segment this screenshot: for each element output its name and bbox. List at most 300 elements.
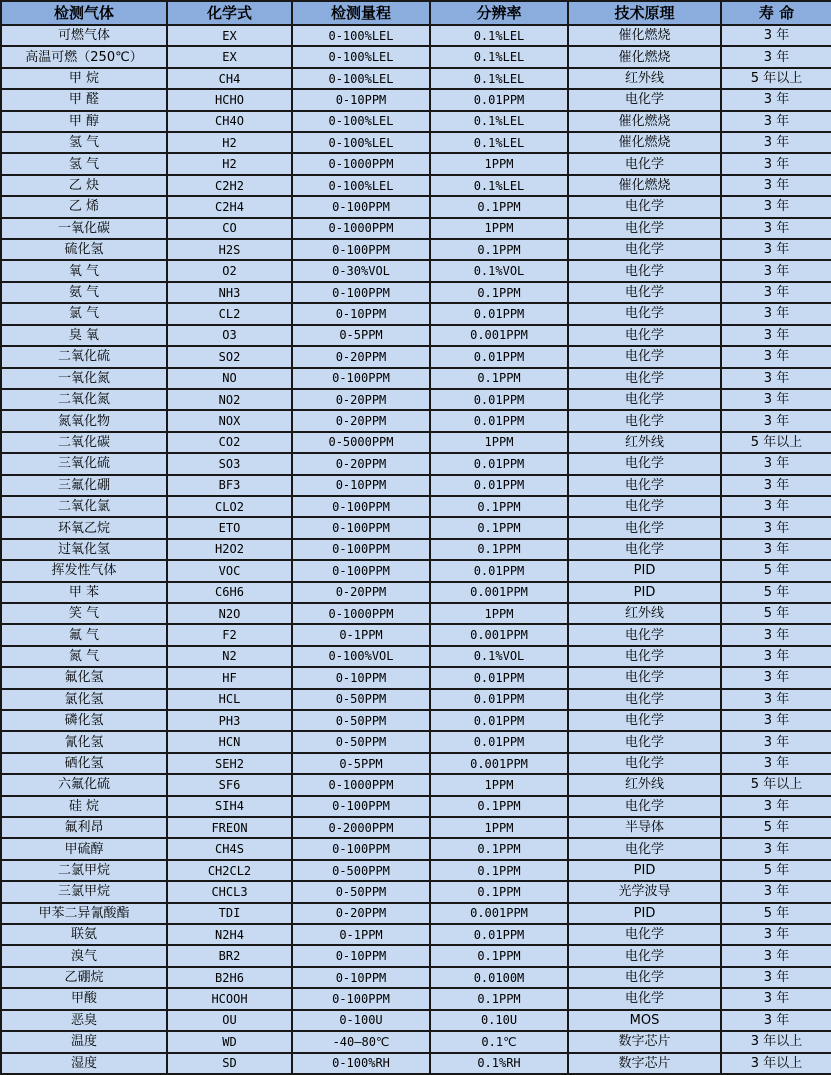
table-row: [1, 796, 831, 817]
column-header-resolution: 分辨率: [430, 1, 568, 25]
table-cell: 催化燃烧: [568, 46, 721, 67]
table-cell: SEH2: [167, 753, 292, 774]
table-cell: 0.1%LEL: [430, 111, 568, 132]
table-cell: 0.1PPM: [430, 368, 568, 389]
table-row: [1, 175, 831, 196]
table-row: [1, 111, 831, 132]
table-cell: 0.001PPM: [430, 624, 568, 645]
table-cell: 3 年: [721, 196, 831, 217]
table-cell: 5 年以上: [721, 774, 831, 795]
table-row: [1, 753, 831, 774]
table-cell: 3 年: [721, 838, 831, 859]
table-cell: 电化学: [568, 368, 721, 389]
table-cell: 0-1000PPM: [292, 153, 430, 174]
table-cell: 3 年: [721, 218, 831, 239]
table-row: [1, 46, 831, 67]
column-header-formula: 化学式: [167, 1, 292, 25]
table-cell: 电化学: [568, 475, 721, 496]
table-cell: 0.1PPM: [430, 282, 568, 303]
table-cell: 0.1PPM: [430, 838, 568, 859]
table-cell: 催化燃烧: [568, 175, 721, 196]
table-cell: 0-1000PPM: [292, 774, 430, 795]
table-row: [1, 260, 831, 281]
table-cell: 0.1PPM: [430, 517, 568, 538]
table-cell: 氯化氢: [1, 689, 167, 710]
table-cell: 电化学: [568, 453, 721, 474]
table-cell: 电化学: [568, 731, 721, 752]
table-cell: 0-100U: [292, 1010, 430, 1031]
table-row: [1, 410, 831, 431]
table-cell: H2S: [167, 239, 292, 260]
table-cell: FREON: [167, 817, 292, 838]
table-cell: 0-100%LEL: [292, 46, 430, 67]
table-cell: PH3: [167, 710, 292, 731]
table-cell: N2O: [167, 603, 292, 624]
table-cell: N2H4: [167, 924, 292, 945]
table-cell: 0.001PPM: [430, 903, 568, 924]
column-header-principle: 技术原理: [568, 1, 721, 25]
table-row: [1, 346, 831, 367]
table-cell: 红外线: [568, 603, 721, 624]
table-cell: HCOOH: [167, 988, 292, 1009]
table-cell: 一氧化氮: [1, 368, 167, 389]
table-cell: 0.01PPM: [430, 346, 568, 367]
table-cell: 硒化氢: [1, 753, 167, 774]
table-cell: 5 年: [721, 860, 831, 881]
table-cell: 0-100%RH: [292, 1053, 430, 1075]
table-cell: 电化学: [568, 89, 721, 110]
table-cell: O3: [167, 325, 292, 346]
table-cell: 0.1%LEL: [430, 46, 568, 67]
table-cell: 氟 气: [1, 624, 167, 645]
table-cell: NH3: [167, 282, 292, 303]
table-row: [1, 303, 831, 324]
table-cell: 电化学: [568, 689, 721, 710]
table-cell: 5 年: [721, 817, 831, 838]
table-cell: 电化学: [568, 945, 721, 966]
table-cell: PID: [568, 860, 721, 881]
column-header-gas: 检测气体: [1, 1, 167, 25]
table-cell: CO2: [167, 432, 292, 453]
table-cell: 0-100PPM: [292, 539, 430, 560]
table-cell: 0-5000PPM: [292, 432, 430, 453]
table-cell: C2H2: [167, 175, 292, 196]
table-row: [1, 988, 831, 1009]
table-cell: 3 年: [721, 175, 831, 196]
table-cell: 笑 气: [1, 603, 167, 624]
table-cell: 1PPM: [430, 432, 568, 453]
table-cell: 3 年: [721, 475, 831, 496]
table-cell: 0.1%LEL: [430, 25, 568, 46]
table-cell: 0-30%VOL: [292, 260, 430, 281]
table-row: [1, 582, 831, 603]
table-cell: 0.1PPM: [430, 496, 568, 517]
table-cell: HCHO: [167, 89, 292, 110]
table-cell: 乙 炔: [1, 175, 167, 196]
table-cell: BR2: [167, 945, 292, 966]
table-cell: C6H6: [167, 582, 292, 603]
table-cell: SO2: [167, 346, 292, 367]
table-cell: 3 年: [721, 25, 831, 46]
table-cell: 3 年: [721, 1010, 831, 1031]
table-cell: 0-100PPM: [292, 517, 430, 538]
table-cell: 0-100PPM: [292, 560, 430, 581]
table-cell: 1PPM: [430, 218, 568, 239]
table-body: [1, 25, 831, 1074]
table-cell: 0.1PPM: [430, 239, 568, 260]
table-cell: 电化学: [568, 838, 721, 859]
table-cell: 3 年: [721, 796, 831, 817]
table-cell: 磷化氢: [1, 710, 167, 731]
table-cell: OU: [167, 1010, 292, 1031]
table-row: [1, 881, 831, 902]
table-cell: 二氯甲烷: [1, 860, 167, 881]
table-cell: 0-10PPM: [292, 967, 430, 988]
table-cell: HF: [167, 667, 292, 688]
table-cell: 催化燃烧: [568, 132, 721, 153]
table-cell: 0.01PPM: [430, 560, 568, 581]
table-cell: 0-100%LEL: [292, 25, 430, 46]
table-cell: 湿度: [1, 1053, 167, 1075]
table-cell: N2: [167, 646, 292, 667]
table-cell: H2O2: [167, 539, 292, 560]
table-cell: SF6: [167, 774, 292, 795]
table-cell: 3 年: [721, 624, 831, 645]
table-cell: 3 年: [721, 453, 831, 474]
table-cell: 1PPM: [430, 603, 568, 624]
table-cell: 过氧化氢: [1, 539, 167, 560]
table-cell: 电化学: [568, 539, 721, 560]
table-cell: 0-50PPM: [292, 710, 430, 731]
table-row: [1, 624, 831, 645]
table-cell: 红外线: [568, 432, 721, 453]
table-cell: 0-10PPM: [292, 89, 430, 110]
table-row: [1, 389, 831, 410]
table-cell: 氧 气: [1, 260, 167, 281]
table-row: [1, 903, 831, 924]
table-row: [1, 731, 831, 752]
table-cell: 0.0100M: [430, 967, 568, 988]
table-cell: H2: [167, 132, 292, 153]
table-cell: 3 年: [721, 410, 831, 431]
table-cell: 温度: [1, 1031, 167, 1052]
table-cell: 0-20PPM: [292, 346, 430, 367]
table-cell: 3 年: [721, 881, 831, 902]
table-cell: 乙硼烷: [1, 967, 167, 988]
table-cell: 0-100%LEL: [292, 175, 430, 196]
table-cell: 数字芯片: [568, 1053, 721, 1075]
table-cell: 甲酸: [1, 988, 167, 1009]
table-cell: 三氯甲烷: [1, 881, 167, 902]
table-cell: 氨 气: [1, 282, 167, 303]
table-cell: 二氧化氮: [1, 389, 167, 410]
table-cell: 0-1PPM: [292, 624, 430, 645]
table-cell: BF3: [167, 475, 292, 496]
table-cell: 0-1000PPM: [292, 603, 430, 624]
table-cell: 光学波导: [568, 881, 721, 902]
table-cell: NO: [167, 368, 292, 389]
table-cell: 电化学: [568, 517, 721, 538]
table-cell: NO2: [167, 389, 292, 410]
table-cell: 3 年: [721, 924, 831, 945]
table-cell: 3 年: [721, 368, 831, 389]
table-cell: 0-100%LEL: [292, 68, 430, 89]
table-cell: 5 年以上: [721, 432, 831, 453]
table-cell: 3 年: [721, 89, 831, 110]
table-cell: 电化学: [568, 967, 721, 988]
table-cell: 3 年: [721, 967, 831, 988]
table-cell: 0.1%LEL: [430, 132, 568, 153]
table-cell: 3 年: [721, 260, 831, 281]
table-cell: 一氧化碳: [1, 218, 167, 239]
table-cell: 5 年: [721, 560, 831, 581]
table-cell: 0-10PPM: [292, 475, 430, 496]
table-cell: 0-100PPM: [292, 196, 430, 217]
table-cell: 电化学: [568, 260, 721, 281]
table-cell: 0-20PPM: [292, 903, 430, 924]
table-cell: 0.1℃: [430, 1031, 568, 1052]
table-row: [1, 1010, 831, 1031]
table-cell: 三氧化硫: [1, 453, 167, 474]
table-cell: 0.1%LEL: [430, 68, 568, 89]
table-cell: 电化学: [568, 153, 721, 174]
table-cell: 1PPM: [430, 817, 568, 838]
table-cell: 0-20PPM: [292, 410, 430, 431]
table-cell: CO: [167, 218, 292, 239]
table-cell: 0-100PPM: [292, 368, 430, 389]
table-cell: 氰化氢: [1, 731, 167, 752]
table-cell: 电化学: [568, 753, 721, 774]
table-cell: 环氧乙烷: [1, 517, 167, 538]
table-cell: EX: [167, 25, 292, 46]
table-cell: 0-1PPM: [292, 924, 430, 945]
table-cell: 0.01PPM: [430, 410, 568, 431]
table-row: [1, 368, 831, 389]
table-cell: 3 年: [721, 282, 831, 303]
table-cell: 0.1%LEL: [430, 175, 568, 196]
table-cell: PID: [568, 582, 721, 603]
table-row: [1, 945, 831, 966]
table-cell: H2: [167, 153, 292, 174]
table-cell: 3 年: [721, 325, 831, 346]
table-cell: 甲 苯: [1, 582, 167, 603]
table-row: [1, 967, 831, 988]
table-cell: 0-100%LEL: [292, 111, 430, 132]
table-row: [1, 153, 831, 174]
table-cell: 3 年: [721, 239, 831, 260]
table-cell: 0.001PPM: [430, 582, 568, 603]
table-row: [1, 239, 831, 260]
table-cell: 3 年: [721, 496, 831, 517]
table-cell: 3 年: [721, 389, 831, 410]
table-cell: 0-100PPM: [292, 838, 430, 859]
table-cell: 0.1PPM: [430, 539, 568, 560]
table-cell: 5 年以上: [721, 68, 831, 89]
column-header-lifespan: 寿 命: [721, 1, 831, 25]
table-cell: O2: [167, 260, 292, 281]
table-cell: 氮氧化物: [1, 410, 167, 431]
table-row: [1, 860, 831, 881]
table-cell: 0-10PPM: [292, 945, 430, 966]
table-cell: 电化学: [568, 389, 721, 410]
table-cell: 3 年: [721, 689, 831, 710]
table-row: [1, 817, 831, 838]
table-row: [1, 539, 831, 560]
table-cell: 电化学: [568, 667, 721, 688]
table-cell: PID: [568, 560, 721, 581]
table-cell: HCL: [167, 689, 292, 710]
table-cell: 臭 氧: [1, 325, 167, 346]
table-cell: 氟利昂: [1, 817, 167, 838]
table-cell: 3 年以上: [721, 1031, 831, 1052]
table-cell: 电化学: [568, 624, 721, 645]
table-cell: 0-100%VOL: [292, 646, 430, 667]
table-cell: 0-20PPM: [292, 582, 430, 603]
table-cell: 0-100PPM: [292, 496, 430, 517]
table-cell: 电化学: [568, 924, 721, 945]
table-cell: 半导体: [568, 817, 721, 838]
table-cell: SD: [167, 1053, 292, 1075]
table-cell: 0.01PPM: [430, 710, 568, 731]
table-cell: 恶臭: [1, 1010, 167, 1031]
table-cell: PID: [568, 903, 721, 924]
table-row: [1, 646, 831, 667]
table-cell: 0-50PPM: [292, 731, 430, 752]
table-cell: TDI: [167, 903, 292, 924]
table-row: [1, 838, 831, 859]
table-cell: 氢 气: [1, 153, 167, 174]
table-row: [1, 218, 831, 239]
table-cell: 乙 烯: [1, 196, 167, 217]
table-cell: HCN: [167, 731, 292, 752]
table-cell: 红外线: [568, 774, 721, 795]
table-cell: 高温可燃（250℃）: [1, 46, 167, 67]
table-row: [1, 710, 831, 731]
table-cell: 5 年: [721, 582, 831, 603]
table-cell: 电化学: [568, 325, 721, 346]
table-cell: 3 年: [721, 346, 831, 367]
table-cell: 电化学: [568, 646, 721, 667]
table-row: [1, 68, 831, 89]
table-row: [1, 774, 831, 795]
table-cell: 0.01PPM: [430, 475, 568, 496]
table-cell: 0-100PPM: [292, 239, 430, 260]
table-cell: 三氟化硼: [1, 475, 167, 496]
table-row: [1, 1031, 831, 1052]
table-row: [1, 517, 831, 538]
table-cell: 数字芯片: [568, 1031, 721, 1052]
table-cell: SO3: [167, 453, 292, 474]
table-cell: 电化学: [568, 796, 721, 817]
table-cell: 甲 烷: [1, 68, 167, 89]
table-cell: 0.1PPM: [430, 196, 568, 217]
table-cell: 催化燃烧: [568, 25, 721, 46]
table-cell: 0-100PPM: [292, 796, 430, 817]
table-cell: 3 年: [721, 132, 831, 153]
table-cell: 0-1000PPM: [292, 218, 430, 239]
table-cell: 0.01PPM: [430, 89, 568, 110]
table-cell: 0.1PPM: [430, 796, 568, 817]
table-row: [1, 432, 831, 453]
table-cell: F2: [167, 624, 292, 645]
table-cell: CLO2: [167, 496, 292, 517]
table-cell: 0-100PPM: [292, 988, 430, 1009]
table-cell: 氢 气: [1, 132, 167, 153]
table-cell: 0.01PPM: [430, 924, 568, 945]
table-cell: 0.1%VOL: [430, 646, 568, 667]
table-row: [1, 496, 831, 517]
table-cell: 0-10PPM: [292, 667, 430, 688]
table-cell: 硫化氢: [1, 239, 167, 260]
table-cell: 六氟化硫: [1, 774, 167, 795]
table-cell: 0.1PPM: [430, 945, 568, 966]
table-cell: 氟化氢: [1, 667, 167, 688]
table-cell: -40—80℃: [292, 1031, 430, 1052]
table-cell: WD: [167, 1031, 292, 1052]
table-cell: 0.1PPM: [430, 988, 568, 1009]
table-cell: CH2CL2: [167, 860, 292, 881]
table-cell: 0.001PPM: [430, 325, 568, 346]
table-cell: 电化学: [568, 988, 721, 1009]
header-row: [1, 1, 831, 25]
table-cell: 3 年: [721, 710, 831, 731]
table-cell: 0.10U: [430, 1010, 568, 1031]
table-cell: 0-2000PPM: [292, 817, 430, 838]
table-cell: C2H4: [167, 196, 292, 217]
table-cell: CH4S: [167, 838, 292, 859]
table-cell: CL2: [167, 303, 292, 324]
table-cell: 电化学: [568, 282, 721, 303]
table-row: [1, 196, 831, 217]
table-cell: VOC: [167, 560, 292, 581]
table-cell: 溴气: [1, 945, 167, 966]
table-cell: 5 年: [721, 903, 831, 924]
table-cell: 3 年: [721, 303, 831, 324]
table-row: [1, 25, 831, 46]
table-row: [1, 924, 831, 945]
table-cell: 硅 烷: [1, 796, 167, 817]
table-row: [1, 1053, 831, 1075]
table-cell: 挥发性气体: [1, 560, 167, 581]
table-cell: MOS: [568, 1010, 721, 1031]
table-cell: 3 年: [721, 111, 831, 132]
table-cell: 1PPM: [430, 153, 568, 174]
table-cell: 0.1%VOL: [430, 260, 568, 281]
table-cell: 0-50PPM: [292, 689, 430, 710]
table-cell: 电化学: [568, 346, 721, 367]
table-cell: 电化学: [568, 196, 721, 217]
table-cell: 电化学: [568, 239, 721, 260]
table-cell: CH4: [167, 68, 292, 89]
table-row: [1, 475, 831, 496]
table-cell: 甲硫醇: [1, 838, 167, 859]
table-row: [1, 603, 831, 624]
table-cell: 3 年: [721, 517, 831, 538]
table-cell: EX: [167, 46, 292, 67]
table-cell: 0-10PPM: [292, 303, 430, 324]
table-cell: 3 年: [721, 988, 831, 1009]
table-cell: 0.1%RH: [430, 1053, 568, 1075]
table-row: [1, 325, 831, 346]
table-cell: 电化学: [568, 218, 721, 239]
table-row: [1, 689, 831, 710]
table-row: [1, 453, 831, 474]
table-row: [1, 560, 831, 581]
table-cell: 0-500PPM: [292, 860, 430, 881]
table-cell: 0.01PPM: [430, 453, 568, 474]
table-cell: 电化学: [568, 303, 721, 324]
table-row: [1, 282, 831, 303]
